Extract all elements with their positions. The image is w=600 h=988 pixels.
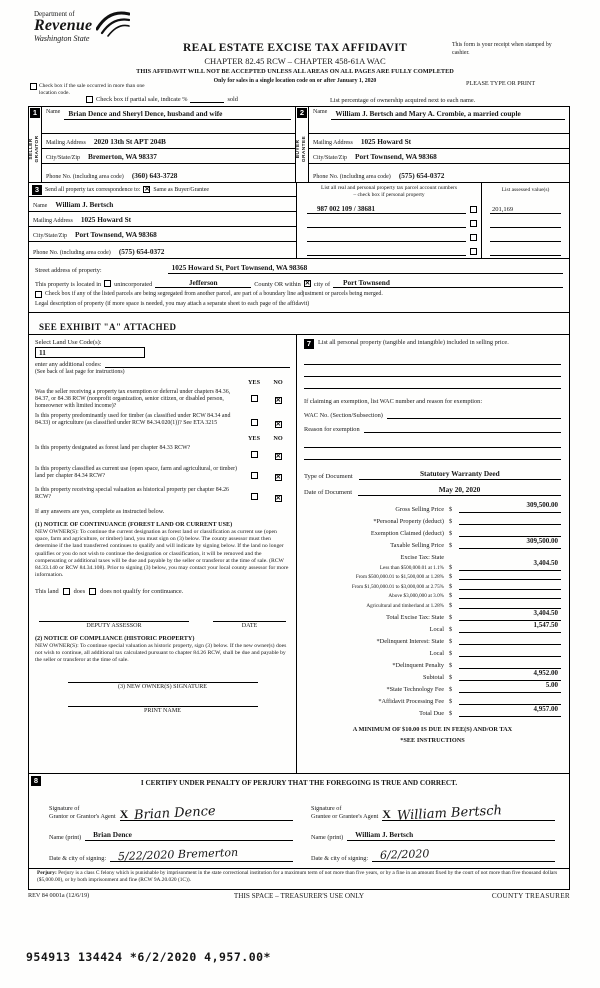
- grantee-signature-row: [311, 791, 555, 824]
- continuance-qualify-row: [35, 588, 290, 595]
- grantee-signature-column: [299, 791, 561, 862]
- unincorporated-label: unincorporated: [114, 281, 153, 288]
- multi-location-checkbox[interactable]: [30, 83, 37, 90]
- parcel-number-field-3[interactable]: [307, 241, 466, 242]
- land-use-section: [28, 334, 297, 774]
- see-instructions-note: *SEE INSTRUCTIONS: [400, 736, 465, 744]
- question-5-row: Is this property receiving special valuation as historical property per chapter 84.26 RCW? ✕: [35, 487, 281, 503]
- additional-codes-label: enter any additional codes:: [35, 361, 102, 368]
- partial-sale-label: Check box if partial sale, indicate %: [96, 96, 188, 103]
- total-excise-state-field[interactable]: 3,404.50: [459, 602, 561, 621]
- unincorporated-checkbox[interactable]: [104, 280, 111, 287]
- located-in-row: [35, 274, 563, 288]
- personal-property-checkbox-3[interactable]: [470, 234, 477, 241]
- buyer-name-field[interactable]: William J. Bertsch and Mary A. Crombie, a married couple: [331, 109, 565, 120]
- send-correspondence-label: Send all property tax correspondence to:: [45, 186, 141, 193]
- seller-phone-field[interactable]: (360) 643-3728: [131, 171, 178, 180]
- parcel-header-row: [297, 183, 569, 202]
- q4-no-checkbox[interactable]: ✕: [275, 474, 281, 482]
- seller-mailing-field[interactable]: 2020 13th St APT 204B: [93, 137, 166, 146]
- multi-location-label: Check box if the sale occurred in more than one location code.: [39, 83, 145, 96]
- county-or-label: County OR within: [254, 281, 301, 288]
- parcel-row: [297, 202, 569, 216]
- excise-tax-state-row: Excise Tax: State: [400, 554, 444, 561]
- taxable-selling-price-field[interactable]: 309,500.00: [459, 530, 561, 549]
- form-only-note: Only for sales in a single location code on or after January 1, 2020: [213, 77, 377, 84]
- land-use-code-field[interactable]: 11: [35, 347, 145, 358]
- q3-yes-checkbox[interactable]: [251, 451, 258, 458]
- grantor-signature-field[interactable]: [119, 791, 293, 824]
- correspondence-city-row: City/State/Zip Port Townsend, WA 98368: [29, 227, 296, 242]
- seller-name-row: Name Brian Dence and Sheryl Dence, husband and wife: [42, 107, 295, 134]
- yes-no-header-1: YES NO: [247, 379, 283, 386]
- fee-row-total-due: Total Due $ 4,957.00: [304, 705, 561, 717]
- city-checkbox[interactable]: ✕: [304, 280, 311, 287]
- form-warning: THIS AFFIDAVIT WILL NOT BE ACCEPTED UNLESS ALL AREAS ON ALL PAGES ARE FULLY COMPLETED: [136, 67, 454, 75]
- notice-continuance-title: (1) NOTICE OF CONTINUANCE (FOREST LAND OR CURRENT USE): [35, 521, 233, 529]
- document-type-label: Type of Document: [304, 473, 353, 480]
- buyer-city-field[interactable]: Port Townsend, WA 98368: [355, 152, 437, 161]
- type-or-print-note: PLEASE TYPE OR PRINT: [466, 80, 536, 87]
- fee-row-delinquent-penalty: *Delinquent Penalty $: [304, 657, 561, 669]
- exemption-intro: If claiming an exemption, list WAC number and reason for exemption:: [304, 398, 483, 405]
- seller-name-field[interactable]: Brian Dence and Sheryl Dence, husband and wife: [64, 109, 291, 120]
- notice-compliance-title: (2) NOTICE OF COMPLIANCE (HISTORIC PROPERTY): [35, 635, 195, 643]
- parcel-row: [297, 230, 569, 244]
- document-type-row: [304, 466, 561, 480]
- grantor-signature-script: Brian Dence: [133, 803, 217, 824]
- fee-row-personal-property: *Personal Property (deduct) $: [304, 513, 561, 525]
- city-of-label: city of: [313, 281, 331, 288]
- section-3-marker: 3: [32, 185, 42, 195]
- segregated-checkbox[interactable]: [35, 291, 42, 298]
- q5-no-checkbox[interactable]: ✕: [275, 495, 281, 503]
- grantee-signature-label: Signature of Grantee or Grantee's Agent: [311, 804, 379, 820]
- city-field[interactable]: Port Townsend: [333, 278, 563, 288]
- does-not-qualify-checkbox[interactable]: [89, 588, 96, 595]
- ownership-note: List percentage of ownership acquired next to each name.: [330, 97, 476, 104]
- correspondence-city-field[interactable]: Port Townsend, WA 98368: [75, 230, 157, 239]
- grantor-date-city-label: Date & city of signing:: [49, 855, 107, 862]
- fee-row-delinquent-interest-local: Local $: [304, 645, 561, 657]
- footer-row: [28, 892, 570, 900]
- grantor-signature-label: Signature of Grantor or Grantor's Agent: [49, 804, 116, 820]
- county-treasurer-label: COUNTY TREASURER: [491, 892, 570, 900]
- question-2-row: Is this property predominantly used for timber (as classified under RCW 84.34 and 84.33) or agriculture (as classified under RCW 84.34.020(1))? See ETA 3215 ✕: [35, 413, 281, 429]
- grantee-date-city-row: [311, 841, 555, 862]
- seller-side-label: SELLER GRANTOR: [28, 135, 40, 163]
- section-7: [296, 334, 570, 774]
- fee-row-subtotal: Subtotal $ 4,952.00: [304, 669, 561, 681]
- total-due-field[interactable]: 4,957.00: [459, 698, 561, 717]
- grantor-name-print-label: Name (print): [49, 834, 82, 841]
- document-date-label: Date of Document: [304, 489, 353, 496]
- question-4-row: Is this property classified as current use (open space, farm and agricultural, or timber) land per chapter 84.34 RCW? ✕: [35, 466, 281, 482]
- does-not-label: does not qualify for continuance.: [100, 588, 184, 596]
- reason-line-1[interactable]: [304, 436, 561, 448]
- receipt-note: This form is your receipt when stamped by cashier.: [452, 42, 552, 56]
- personal-property-line-3[interactable]: [304, 377, 561, 389]
- buyer-mailing-field[interactable]: 1025 Howard St: [360, 137, 412, 146]
- yes-no-header-2: YES NO: [247, 435, 283, 443]
- document-type-field[interactable]: Statutory Warranty Deed: [359, 469, 561, 480]
- section-3: [28, 182, 570, 259]
- fee-row-exemption-claimed: Exemption Claimed (deduct) $: [304, 525, 561, 537]
- gross-selling-price-field[interactable]: 309,500.00: [459, 494, 561, 513]
- personal-property-line-2[interactable]: [304, 365, 561, 377]
- technology-fee-field[interactable]: 5.00: [459, 674, 561, 693]
- assessed-value-field[interactable]: 201,169: [490, 206, 561, 214]
- grantor-signature-column: [37, 791, 299, 862]
- dor-swirl-icon: [96, 7, 130, 37]
- personal-property-checkbox-1[interactable]: [470, 206, 477, 213]
- fee-row-processing-fee: *Affidavit Processing Fee $: [304, 693, 561, 705]
- personal-property-label: List all personal property (tangible and intangible) included in selling price.: [318, 339, 509, 346]
- q1-no-checkbox[interactable]: ✕: [275, 397, 281, 404]
- correspondence-mailing-field[interactable]: 1025 Howard St: [80, 215, 132, 224]
- reason-row: [304, 419, 561, 433]
- does-qualify-checkbox[interactable]: [63, 588, 70, 595]
- form-chapter: CHAPTER 82.45 RCW – CHAPTER 458-61A WAC: [204, 55, 386, 66]
- deputy-assessor-row: [35, 621, 290, 629]
- print-name-line[interactable]: PRINT NAME: [68, 706, 258, 714]
- excise-tax-computation: [304, 501, 561, 717]
- correspondence-mailing-row: Mailing Address 1025 Howard St: [29, 212, 296, 227]
- buyer-mailing-row: Mailing Address 1025 Howard St: [309, 134, 569, 149]
- section-2-marker: 2: [297, 108, 307, 118]
- personal-property-row: [304, 339, 561, 349]
- certify-statement: I CERTIFY UNDER PENALTY OF PERJURY THAT THE FOREGOING IS TRUE AND CORRECT.: [140, 779, 458, 787]
- assessed-value-field-3[interactable]: [490, 241, 561, 242]
- reason-line-2[interactable]: [304, 448, 561, 460]
- tier-row-4: Above $3,000,000 at 3.0% $: [304, 590, 561, 600]
- section-7-marker: 7: [304, 339, 314, 349]
- parcel-number-field[interactable]: 987 002 109 / 38681: [307, 205, 466, 214]
- correspondence-name-row: Name William J. Bertsch: [29, 197, 296, 212]
- parcel-row: [297, 216, 569, 230]
- personal-property-line-1[interactable]: [304, 353, 561, 365]
- personal-property-checkbox-2[interactable]: [470, 220, 477, 227]
- form-title-block: [128, 42, 462, 84]
- this-land-label: This land: [35, 588, 59, 596]
- personal-property-checkbox-4[interactable]: [470, 248, 477, 255]
- q3-no-checkbox[interactable]: ✕: [275, 453, 281, 461]
- deputy-assessor-signature-line[interactable]: DEPUTY ASSESSOR: [39, 621, 189, 629]
- seller-phone-row: Phone No. (including area code) (360) 643-3728: [42, 164, 295, 182]
- if-yes-note: If any answers are yes, complete as instructed below.: [35, 509, 165, 516]
- grantor-signature-row: [49, 791, 293, 824]
- same-as-buyer-checkbox[interactable]: ✕: [144, 186, 150, 193]
- notice-continuance-body: NEW OWNER(S): To continue the current designation as forest land or classification as current use (open space, farm and agriculture, or timber) land, you must sign on (3) below. The county assessor must then determine if the land transferred continues to qualify and will indicate by signing below. If the land no longer qualifies or you do not wish to continue the designation or classification, it will be removed and the compensating or additional taxes will be due and payable by the seller or transferor at the time of sale. (RCW 84.33.140 or RCW 84.34.108). Prior to signing (3) below, you may contact your local county assessor for more information.: [35, 529, 289, 578]
- section-8-marker: 8: [31, 776, 41, 786]
- grantee-name-print-row: [311, 821, 555, 841]
- question-1-row: Was the seller receiving a property tax exemption or deferral under chapters 84.36, 84.37, or 84.38 RCW (nonprofit organization, senior citizen, or disabled person, homeowner with limited income)? ✕: [35, 389, 281, 410]
- question-3-row: Is this property designated as forest land per chapter 84.33 RCW? ✕: [35, 445, 281, 461]
- parcel-pane: [297, 183, 569, 258]
- correspondence-phone-row: Phone No. (including area code) (575) 654-0372: [29, 242, 296, 258]
- additional-codes-row: [35, 360, 290, 368]
- parcel-number-field-2[interactable]: [307, 227, 466, 228]
- fee-row-technology-fee: *State Technology Fee $ 5.00: [304, 681, 561, 693]
- buyer-phone-row: Phone No. (including area code) (575) 654-0372: [309, 164, 569, 182]
- buyer-city-row: City/State/Zip Port Townsend, WA 98368: [309, 149, 569, 164]
- tier-1-field[interactable]: 3,404.50: [459, 552, 561, 571]
- legal-description-area: [28, 312, 570, 335]
- assessed-header: List assessed value(s): [481, 183, 569, 202]
- form-title: REAL ESTATE EXCISE TAX AFFIDAVIT: [183, 42, 407, 54]
- grantor-name-print-row: [49, 821, 293, 841]
- grantee-name-print-field[interactable]: William J. Bertsch: [347, 830, 555, 841]
- buyer-name-row: Name William J. Bertsch and Mary A. Crombie, a married couple: [309, 107, 569, 134]
- tier-row-agricultural: Agricultural and timberland at 1.28% $: [304, 599, 561, 609]
- fee-row-total-state: Total Excise Tax: State $ 3,404.50: [304, 609, 561, 621]
- logo-dept-of: Department of: [34, 10, 75, 18]
- section-1-marker: 1: [30, 108, 40, 118]
- q2-yes-checkbox[interactable]: [251, 419, 258, 426]
- wac-field[interactable]: [387, 411, 561, 419]
- exhibit-a-text: SEE EXHIBIT "A" ATTACHED: [39, 322, 177, 332]
- additional-codes-field[interactable]: [105, 360, 291, 368]
- buyer-phone-field[interactable]: (575) 654-0372: [398, 171, 445, 180]
- treasurer-space-label: THIS SPACE – TREASURER'S USE ONLY: [233, 892, 365, 900]
- grantee-signature-script: William Bertsch: [396, 803, 503, 824]
- fee-row-local: Local $ 1,547.50: [304, 621, 561, 633]
- grantee-date-city-field[interactable]: 6/2/2020: [372, 848, 555, 862]
- send-correspondence-row: [29, 183, 296, 197]
- partial-sale-sold-label: sold: [227, 96, 238, 103]
- cashier-stamp: 954913 134424 *6/2/2020 4,957.00*: [26, 950, 271, 964]
- perjury-note: Perjury: Perjury is a class C felony which is punishable by imprisonment in the state correctional institution for a maximum term of not more than five years, or by a fine in an amount fixed by the court of not more than five thousand dollars ($5,000.00), or by both imprisonment and fine (RCW 9A.20.020 (1C)).: [28, 868, 570, 890]
- form-rev-number: REV 84 0001a (12/6/19): [28, 892, 90, 899]
- grantee-date-city-label: Date & city of signing:: [311, 855, 369, 862]
- assessor-date-line[interactable]: DATE: [213, 621, 286, 629]
- seller-section: [28, 106, 296, 183]
- same-as-buyer-label: Same as Buyer/Grantee: [153, 186, 209, 193]
- minimum-due-note: A MINIMUM OF $10.00 IS DUE IN FEE(S) AND/OR TAX: [352, 725, 513, 733]
- seller-city-row: City/State/Zip Bremerton, WA 98337: [42, 149, 295, 164]
- buyer-side-label: BUYER GRANTEE: [295, 135, 307, 163]
- grantee-name-print-label: Name (print): [311, 834, 344, 841]
- land-use-label: Select Land Use Code(s):: [35, 339, 102, 346]
- assessed-value-field-4[interactable]: [490, 255, 561, 256]
- q1-yes-checkbox[interactable]: [251, 395, 258, 402]
- new-owner-signature-line[interactable]: (3) NEW OWNER(S) SIGNATURE: [68, 682, 258, 690]
- notice-compliance-body: NEW OWNER(S): To continue special valuation as historic property, sign (3) below. If the new owner(s) does not wish to continue, all additional tax calculated pursuant to chapter 84.26 RCW, shall be due and payable by the seller or transferor at the time of sale.: [35, 643, 287, 664]
- document-date-field[interactable]: May 20, 2020: [358, 485, 561, 496]
- parcel-number-field-4[interactable]: [307, 255, 466, 256]
- does-label: does: [73, 588, 86, 596]
- county-field[interactable]: Jefferson: [155, 278, 251, 288]
- wac-label: WAC No. (Section/Subsection): [304, 412, 383, 419]
- logo-state: Washington State: [34, 34, 90, 43]
- q5-yes-checkbox[interactable]: [251, 493, 258, 500]
- segregated-label: Check box if any of the listed parcels are being segregated from another parcel, are part of a boundary line adjustment or parcels being merged.: [45, 291, 383, 297]
- assessed-value-field-2[interactable]: [490, 227, 561, 228]
- grantor-date-city-row: [49, 841, 293, 862]
- seller-mailing-row: Mailing Address 2020 13th St APT 204B: [42, 134, 295, 149]
- grantee-signature-field[interactable]: [382, 791, 555, 824]
- property-location-section: [28, 258, 570, 313]
- see-back-note: (See back of last page for instructions): [35, 369, 125, 375]
- tier-row-3: From $1,500,000.01 to $3,000,000 at 2.75% $: [304, 580, 561, 590]
- seller-side-strip: [29, 107, 42, 182]
- partial-sale-checkbox[interactable]: [86, 96, 93, 103]
- grantee-x-mark: X: [382, 807, 391, 821]
- seller-city-field[interactable]: Bremerton, WA 98337: [88, 152, 157, 161]
- multi-location-row: [30, 83, 150, 97]
- total-excise-local-field[interactable]: 1,547.50: [459, 614, 561, 633]
- grantor-date-city-field[interactable]: 5/22/2020 Bremerton: [110, 848, 293, 862]
- located-in-label: This property is located in: [35, 281, 102, 288]
- partial-sale-percent-field[interactable]: [190, 96, 224, 103]
- subtotal-field[interactable]: 4,952.00: [459, 662, 561, 681]
- wac-row: [304, 405, 561, 419]
- street-address-row: [35, 261, 563, 274]
- q4-yes-checkbox[interactable]: [251, 472, 258, 479]
- q2-no-checkbox[interactable]: ✕: [275, 421, 281, 429]
- reason-label: Reason for exemption: [304, 426, 360, 433]
- tier-row-1: Less than $500,000.01 at 1.1% $ 3,404.50: [304, 561, 561, 571]
- correspondence-name-field[interactable]: William J. Bertsch: [55, 200, 114, 209]
- reason-field[interactable]: [364, 425, 561, 433]
- legal-description-label: Legal description of property (if more space is needed, you may attach a separate sheet to each page of the affidavit): [35, 301, 310, 307]
- logo-revenue: Revenue: [34, 17, 93, 34]
- buyer-section: [295, 106, 570, 183]
- street-address-field[interactable]: 1025 Howard St, Port Townsend, WA 98368: [168, 263, 563, 274]
- tax-correspondence-pane: [29, 183, 297, 258]
- parcel-header: List all real and personal property tax parcel account numbers – check box if personal property: [320, 185, 458, 199]
- section-8-certification: [28, 773, 570, 869]
- grantor-x-mark: X: [119, 807, 129, 821]
- fee-row-taxable: Taxable Selling Price $ 309,500.00: [304, 537, 561, 549]
- partial-sale-row: [86, 96, 238, 103]
- tier-row-2: From $500,000.01 to $1,500,000 at 1.28% $: [304, 571, 561, 581]
- segregated-row: [35, 288, 563, 300]
- street-address-label: Street address of property:: [35, 267, 102, 274]
- correspondence-phone-field[interactable]: (575) 654-0372: [118, 247, 165, 256]
- parcel-row: [297, 244, 569, 258]
- buyer-side-strip: [296, 107, 309, 182]
- grantor-name-print-field[interactable]: Brian Dence: [85, 830, 293, 841]
- fee-row-gross: Gross Selling Price $ 309,500.00: [304, 501, 561, 513]
- fee-row-delinquent-interest-state: *Delinquent Interest: State $: [304, 633, 561, 645]
